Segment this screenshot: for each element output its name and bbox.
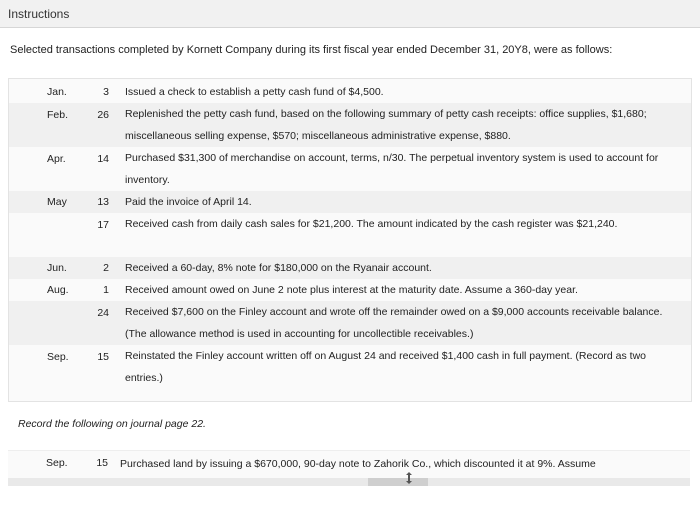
horizontal-scrollbar[interactable] [8,478,690,486]
row-description: Received cash from daily cash sales for $21,200. The amount indicated by the cash register was $21,240. [125,218,618,230]
row-description: Purchased $31,300 of merchandise on account, terms, n/30. The perpetual inventory system is used to account for inventory. [125,152,659,186]
row-month: Aug. [47,284,69,296]
table-row [9,191,691,213]
row-description: Paid the invoice of April 14. [125,196,252,208]
row-month: Jan. [47,86,67,98]
row-month: Sep. [47,351,69,363]
row-description: Received a 60-day, 8% note for $180,000 on the Ryanair account. [125,262,432,274]
instructions-title: Instructions [8,7,70,21]
row-day: 26 [97,109,109,121]
row-day: 15 [97,351,109,363]
scrollbar-thumb[interactable] [368,478,428,486]
row-day: 24 [97,307,109,319]
move-arrows-icon [402,471,416,485]
table-row [9,213,691,257]
row-day: 2 [103,262,109,274]
row-month: May [47,196,67,208]
row-day: 17 [97,219,109,231]
row-month: Feb. [47,109,69,121]
intro-text: Selected transactions completed by Kornett Company during its first fiscal year ended December 31, 20Y8, were as follows: [10,44,613,56]
table-row [9,147,691,191]
row-day: 15 [96,457,108,469]
table-row [9,345,691,389]
row-day: 3 [103,86,109,98]
row-description: Replenished the petty cash fund, based on the following summary of petty cash receipts: office supplies, $1,680; miscellaneous selling expense, $570; miscellaneous administrative expense, $880. [125,108,647,142]
row-description: Received amount owed on June 2 note plus interest at the maturity date. Assume a 360-day year. [125,284,578,296]
instructions-header [0,0,700,28]
row-description: Purchased land by issuing a $670,000, 90-day note to Zahorik Co., which discounted it at 9%. Assume [120,458,596,470]
table-row [9,81,691,103]
row-day: 13 [97,196,109,208]
transactions-table [8,78,692,402]
record-note: Record the following on journal page 22. [18,418,206,430]
table-row [9,279,691,301]
row-description: Issued a check to establish a petty cash fund of $4,500. [125,86,384,98]
table-row [9,301,691,345]
row-month: Apr. [47,153,66,165]
row-description: Reinstated the Finley account written off on August 24 and received $1,400 cash in full payment. (Record as two entries.) [125,350,647,384]
row-month: Jun. [47,262,67,274]
row-month: Sep. [46,457,68,469]
move-cursor-icon [402,471,416,487]
row-day: 14 [97,153,109,165]
row-day: 1 [103,284,109,296]
row-description: Received $7,600 on the Finley account and wrote off the remainder owed on a $9,000 accounts receivable balance. (The allowance method is used in accounting for uncollectible receivables.) [125,306,663,340]
table-row [9,257,691,279]
table-row [9,103,691,147]
bottom-transaction-row [8,450,690,479]
